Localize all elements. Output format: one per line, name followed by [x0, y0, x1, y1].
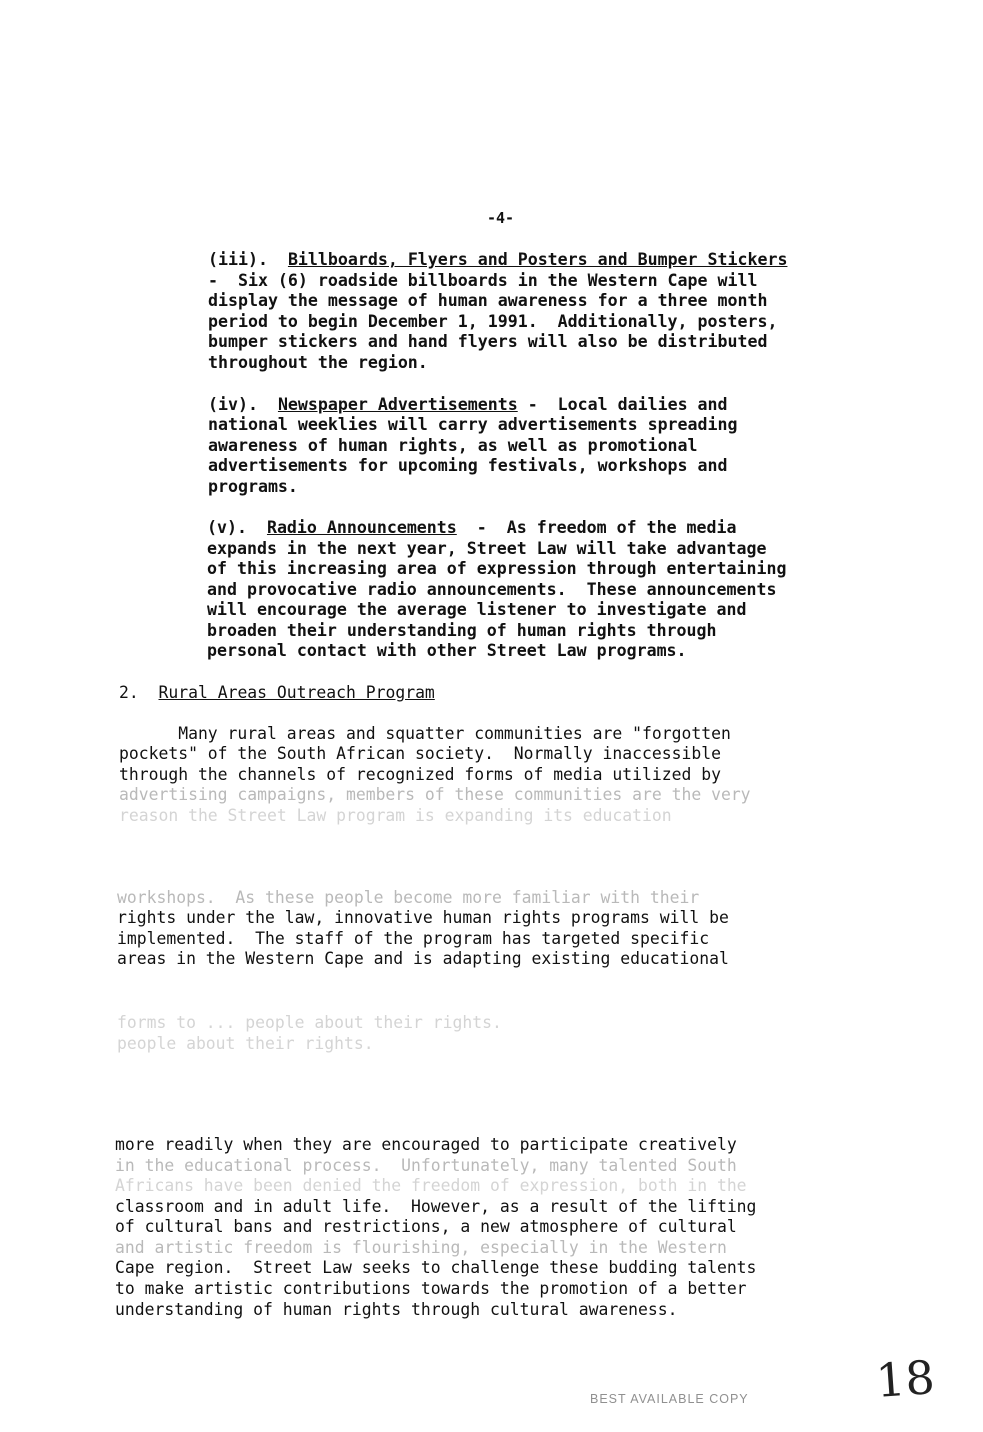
item-v-line: broaden their understanding of human rights through [207, 621, 717, 640]
item-iii-first-line [208, 250, 787, 271]
item-iii-title: Billboards, Flyers and Posters and Bumper Stickers [287, 250, 788, 269]
item-v-first-rest: - As freedom of the media [456, 518, 737, 537]
item-v-line: expands in the next year, Street Law will take advantage [207, 539, 767, 558]
item-v-line: and provocative radio announcements. These announcements [207, 580, 777, 599]
para2-line-faded: people about their rights. [117, 1034, 374, 1053]
para2-line: areas in the Western Cape and is adapting existing educational [117, 949, 729, 968]
para1-line-faded: reason the Street Law program is expanding its education [119, 806, 672, 825]
item-iv-first-line [208, 395, 728, 416]
para3-line: Cape region. Street Law seeks to challenge these budding talents [115, 1258, 757, 1277]
para3-line: of cultural bans and restrictions, a new atmosphere of cultural [115, 1217, 737, 1236]
handwritten-page-number: 18 [874, 1350, 937, 1408]
item-iv-line: programs. [208, 477, 298, 496]
item-iv-line: national weeklies will carry advertisements spreading [208, 415, 738, 434]
item-iv-line: advertisements for upcoming festivals, workshops and [208, 456, 728, 475]
para1-line: through the channels of recognized forms of media utilized by [119, 765, 721, 784]
section-2-heading [119, 683, 435, 704]
item-iii-line: throughout the region. [208, 353, 428, 372]
para3-line: to make artistic contributions towards the promotion of a better [115, 1279, 747, 1298]
item-v-title: Radio Announcements [266, 518, 457, 537]
item-iv-line: awareness of human rights, as well as promotional [208, 436, 698, 455]
para2-line: implemented. The staff of the program has targeted specific [117, 929, 710, 948]
para1-line: pockets" of the South African society. Normally inaccessible [119, 744, 721, 763]
item-iii-heading: (iii). [208, 250, 268, 269]
item-v-line: will encourage the average listener to investigate and [207, 600, 747, 619]
section-2-title: Rural Areas Outreach Program [158, 683, 435, 702]
para2-line-faded: forms to ... people about their rights. [117, 1013, 502, 1032]
para2-line: rights under the law, innovative human rights programs will be [117, 908, 729, 927]
para3-line-faded: Africans have been denied the freedom of expression, both in the [115, 1176, 747, 1195]
item-v-first-line [207, 518, 737, 539]
item-iv-heading: (iv). [208, 395, 258, 414]
para1-line: Many rural areas and squatter communities are "forgotten [119, 724, 731, 743]
para3-line: more readily when they are encouraged to participate creatively [115, 1135, 737, 1154]
para3-line: classroom and in adult life. However, as a result of the lifting [115, 1197, 757, 1216]
para3-line-faded: in the educational process. Unfortunately, many talented South [115, 1156, 737, 1175]
section-2-number: 2. [119, 683, 139, 702]
item-iv-first-rest: - Local dailies and [517, 395, 728, 414]
para3-line: understanding of human rights through cultural awareness. [115, 1300, 678, 1319]
item-iii-line: display the message of human awareness for a three month [208, 291, 768, 310]
para3-line-faded: and artistic freedom is flourishing, especially in the Western [115, 1238, 727, 1257]
best-available-copy-stamp: BEST AVAILABLE COPY [590, 1392, 749, 1406]
item-iii-line: - Six (6) roadside billboards in the Western Cape will [208, 271, 758, 290]
item-v-heading: (v). [207, 518, 247, 537]
para2-line-faded: workshops. As these people become more familiar with their [117, 888, 700, 907]
item-iii-line: period to begin December 1, 1991. Additionally, posters, [208, 312, 778, 331]
item-iv-title: Newspaper Advertisements [277, 395, 518, 414]
page-number: -4- [487, 209, 515, 227]
item-v-line: of this increasing area of expression through entertaining [207, 559, 787, 578]
item-v-line: personal contact with other Street Law programs. [207, 641, 687, 660]
item-iii-line: bumper stickers and hand flyers will also be distributed [208, 332, 768, 351]
para1-line-faded: advertising campaigns, members of these communities are the very [119, 785, 751, 804]
